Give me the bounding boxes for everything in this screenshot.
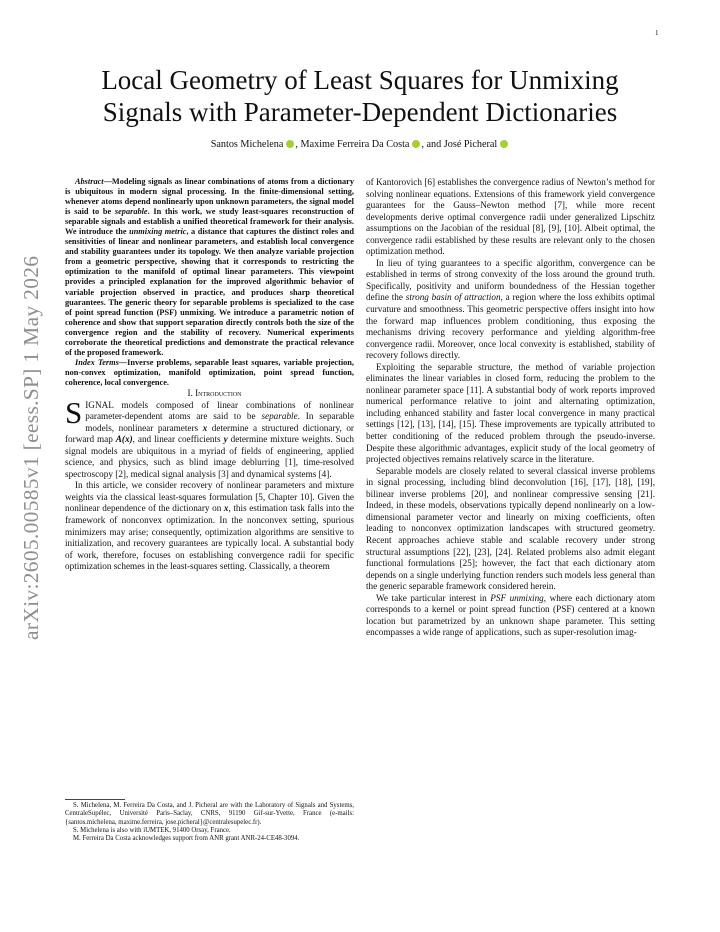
footnote-funding: M. Ferreira Da Costa acknowledges support from ANR grant ANR-24-CE48-3094. [73, 835, 300, 843]
intro-paragraph-continued: of Kantorovich [6] establishes the convergence radius of Newton’s method for solving nonlinear equations. Extensions of this framework yield convergence guarantees for the Gauss–Newton method [7], while more recent developments derive optimal convergence radii under generalized Lipschitz assumptions on the Jacobian of the residual [8], [9], [10]. Albeit optimal, the convergence radii established by these results are relevant only to the chosen optimization method. [366, 177, 655, 257]
intro-paragraph-6: We take particular interest in PSF unmixing, where each dictionary atom corresponds to a kernel or point spread function (PSF) centered at a known location but parametrized by an unknown shape parameter. This setting encompasses a wide range of applications, such as super-resolution imag- [366, 592, 656, 638]
intro-paragraph-2: In this article, we consider recovery of nonlinear parameters and mixture weights via the classical least-squares formulation [5, Chapter 10]. Given the nonlinear dependence of the dictionary on x, this estimation task falls into the framework of nonconvex optimization. In the nonconvex setting, spurious minimizers may arise; consequently, optimization algorithms are sensitive to initialization, and recovery guarantees are typically local. A substantial body of work, therefore, focuses on establishing convergence radii for specific optimization schemes in the least-squares setting. Classically, a theorem [65, 480, 354, 572]
right-column [366, 177, 655, 639]
author-list: Santos Michelena , Maxime Ferreira Da Costa , and José Picheral [40, 139, 680, 150]
footnotes [65, 799, 354, 843]
intro-paragraph-5: Separable models are closely related to several classical inverse problems in signal processing, including blind deconvolution [16], [17], [18], [19], bilinear inverse problems [20], and nonlinear compressive sensing [21]. Indeed, in these models, observations typically depend nonlinearly on a low-dimensional parameter vector and linearly on mixing coefficients, often leading to nonconvex optimization landscapes with structured geometry. Recent approaches achieve stable and scalable recovery under strong structural assumptions [22], [23], [24]. Related problems also admit elegant functional formulations [25]; however, the fact that each dictionary atom depends on a single underlying function renders such models less general than the generic separable framework considered herein. [366, 465, 655, 592]
orcid-icon[interactable] [286, 140, 294, 148]
footnote-affiliation-2: S. Michelena is also with iUMTEK, 91400 Orsay, France. [73, 826, 231, 834]
footnote-rule [65, 799, 125, 800]
arxiv-stamp: arXiv:2605.00585v1 [eess.SP] 1 May 2026 [19, 255, 43, 640]
abstract: Abstract—Modeling signals as linear combinations of atoms from a dictionary is ubiquitous in modern signal processing. In the finite-dimensional setting, whenever atoms depend nonlinearly upon unknown parameters, the signal model is said to be separable. In this work, we study least-squares reconstruction of separable signals and establish a unified theoretical framework for their analysis. We introduce the unmixing metric, a distance that captures the distinct roles and sensitivities of linear and nonlinear parameters, and establish local convergence and stability guarantees under its topology. We then analyze variable projection from a geometric perspective, showing that it corresponds to restricting the optimization to the manifold of optimal linear parameters. This viewpoint provides a principled explanation for the improved algorithmic behavior of variable projection observed in practice, and produces sharp theoretical guarantees. The generic theory for separable problems is specialized to the case of point spread function (PSF) unmixing. We introduce a parametric notion of coherence and show that support separation directly controls both the size of the convergence region and the stability of recovery. Numerical experiments corroborate the theoretical predictions and demonstrate the practical relevance of the proposed framework. [65, 177, 354, 357]
left-column [65, 177, 354, 573]
paper-title [40, 64, 680, 128]
section-heading: I. Introduction [187, 387, 242, 398]
orcid-icon[interactable] [500, 140, 508, 148]
author-2: Maxime Ferreira Da Costa [300, 139, 410, 150]
author-3: José Picheral [443, 139, 498, 150]
intro-paragraph-1: SIGNAL models composed of linear combinations of nonlinear parameter-dependent atoms are said to be separable. In separable models, nonlinear parameters x determine a structured dictionary, or forward map A(x), and linear coefficients y determine mixture weights. Such signal models are ubiquitous in a myriad of fields of engineering, applied science, and physics, such as blind image deblurring [1], time-resolved spectroscopy [2], medical signal analysis [3] and dynamical systems [4]. [65, 394, 354, 479]
intro-paragraph-4: Exploiting the separable structure, the method of variable projection eliminates the linear variables in closed form, reducing the problem to the nonlinear parameter space [11]. A substantial body of work reports improved numerical performance relative to joint and alternating optimization, including enhanced stability and faster local convergence in many practical settings [12], [13], [14], [15]. These improvements are typically attributed to better conditioning of the reduced problem through the pseudo-inverse. Despite these algorithmic advantages, explicit study of the local geometry of projected objectives remains relatively scarce in the literature. [366, 361, 655, 465]
title-line-2: Signals with Parameter-Dependent Dictionaries [102, 97, 618, 127]
author-1: Santos Michelena [210, 139, 284, 150]
footnote-affiliation: S. Michelena, M. Ferreira Da Costa, and J. Picheral are with the Laboratory of Signals and Systems, CentraleSupélec, Université Paris–Saclay, CNRS, 91190 Gif-sur-Yvette, France (e-mails: {santos.michelena, maxime.ferreira, jose.picheral}@centralesupelec.fr). [65, 802, 354, 826]
intro-paragraph-3: In lieu of tying guarantees to a specific algorithm, convergence can be established in terms of strong convexity of the loss around the ground truth. Specifically, positivity and uniform boundedness of the Hessian together define the strong basin of attraction, a region where the loss exhibits optimal curvature and smoothness. This geometric perspective offers insight into how the forward map influences problem conditioning, thus exposing the mechanisms driving recovery performance and yielding algorithm-free convergence radii. Moreover, once local convexity is established, stability of recovery follows directly. [366, 257, 655, 361]
orcid-icon[interactable] [412, 140, 420, 148]
page-number: 1 [655, 29, 659, 37]
index-terms: Index Terms—Inverse problems, separable least squares, variable projection, non-convex optimization, manifold optimization, point spread function, coherence, local convergence. [65, 357, 354, 387]
drop-cap: S [65, 394, 83, 430]
title-line-1: Local Geometry of Least Squares for Unmixing [101, 65, 619, 95]
